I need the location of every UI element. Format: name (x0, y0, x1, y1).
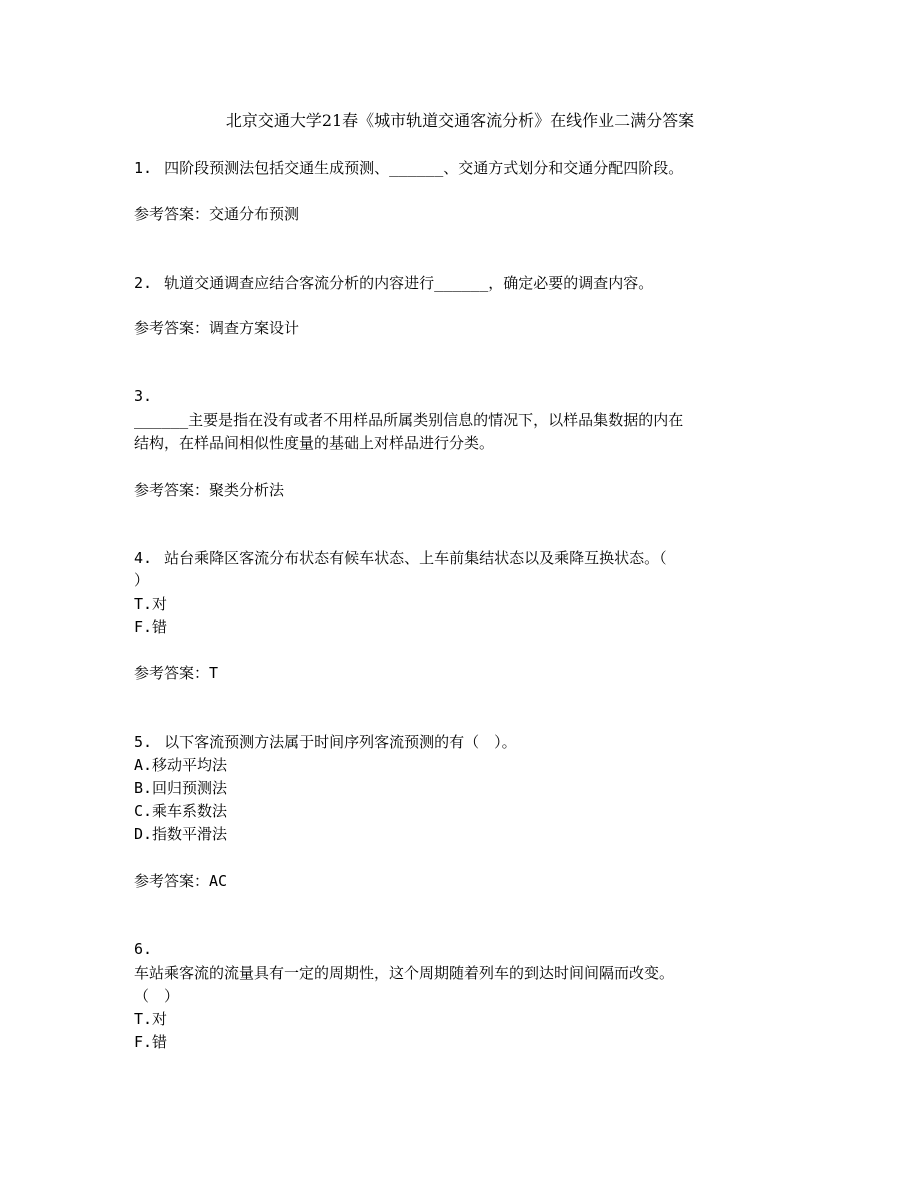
answer-3 (134, 479, 284, 501)
answer-prefix: 参考答案： (134, 872, 210, 890)
answer-2 (134, 317, 299, 339)
question-number: 1. (134, 159, 153, 177)
answer-value: 交通分布预测 (209, 205, 300, 223)
option-t: T.对 (134, 1010, 168, 1028)
option-c: C.乘车系数法 (134, 802, 228, 820)
answer-1 (134, 203, 299, 225)
answer-value: 聚类分析法 (209, 481, 285, 499)
question-text: 站台乘降区客流分布状态有候车状态、上车前集结状态以及乘降互换状态。（ (164, 549, 667, 567)
question-4-text-cont: ） (134, 571, 150, 589)
answer-prefix: 参考答案： (134, 319, 210, 337)
option-f: F.错 (134, 618, 168, 636)
document-title: 北京交通大学21春《城市轨道交通客流分析》在线作业二满分答案 (225, 111, 695, 130)
option-a: A.移动平均法 (134, 756, 228, 774)
question-4 (134, 547, 667, 569)
question-3-text-line-1: ______主要是指在没有或者不用样品所属类别信息的情况下，以样品集数据的内在 (134, 411, 684, 429)
answer-value: 调查方案设计 (209, 319, 300, 337)
question-number: 4. (134, 549, 153, 567)
question-number: 5. (134, 733, 153, 751)
answer-value: AC (209, 872, 228, 890)
option-b: B.回归预测法 (134, 779, 228, 797)
question-6-number: 6. (134, 940, 153, 958)
question-5 (134, 731, 517, 753)
answer-prefix: 参考答案： (134, 664, 210, 682)
option-t: T.对 (134, 595, 168, 613)
answer-prefix: 参考答案： (134, 205, 210, 223)
question-1 (134, 157, 683, 179)
question-text: 以下客流预测方法属于时间序列客流预测的有（ ）。 (164, 733, 517, 751)
question-3-text-line-2: 结构，在样品间相似性度量的基础上对样品进行分类。 (134, 434, 495, 452)
answer-value: T (209, 664, 219, 682)
option-d: D.指数平滑法 (134, 825, 228, 843)
question-6-text-line-2: （ ） (134, 987, 180, 1005)
option-f: F.错 (134, 1033, 168, 1051)
question-text: 四阶段预测法包括交通生成预测、______、交通方式划分和交通分配四阶段。 (164, 159, 684, 177)
question-2 (134, 272, 653, 294)
answer-4 (134, 662, 218, 684)
answer-prefix: 参考答案： (134, 481, 210, 499)
question-3-number: 3. (134, 387, 153, 405)
question-text: 轨道交通调查应结合客流分析的内容进行______，确定必要的调查内容。 (164, 274, 654, 292)
answer-5 (134, 870, 227, 892)
question-6-text-line-1: 车站乘客流的流量具有一定的周期性，这个周期随着列车的到达时间间隔而改变。 (134, 964, 675, 982)
question-number: 2. (134, 274, 153, 292)
